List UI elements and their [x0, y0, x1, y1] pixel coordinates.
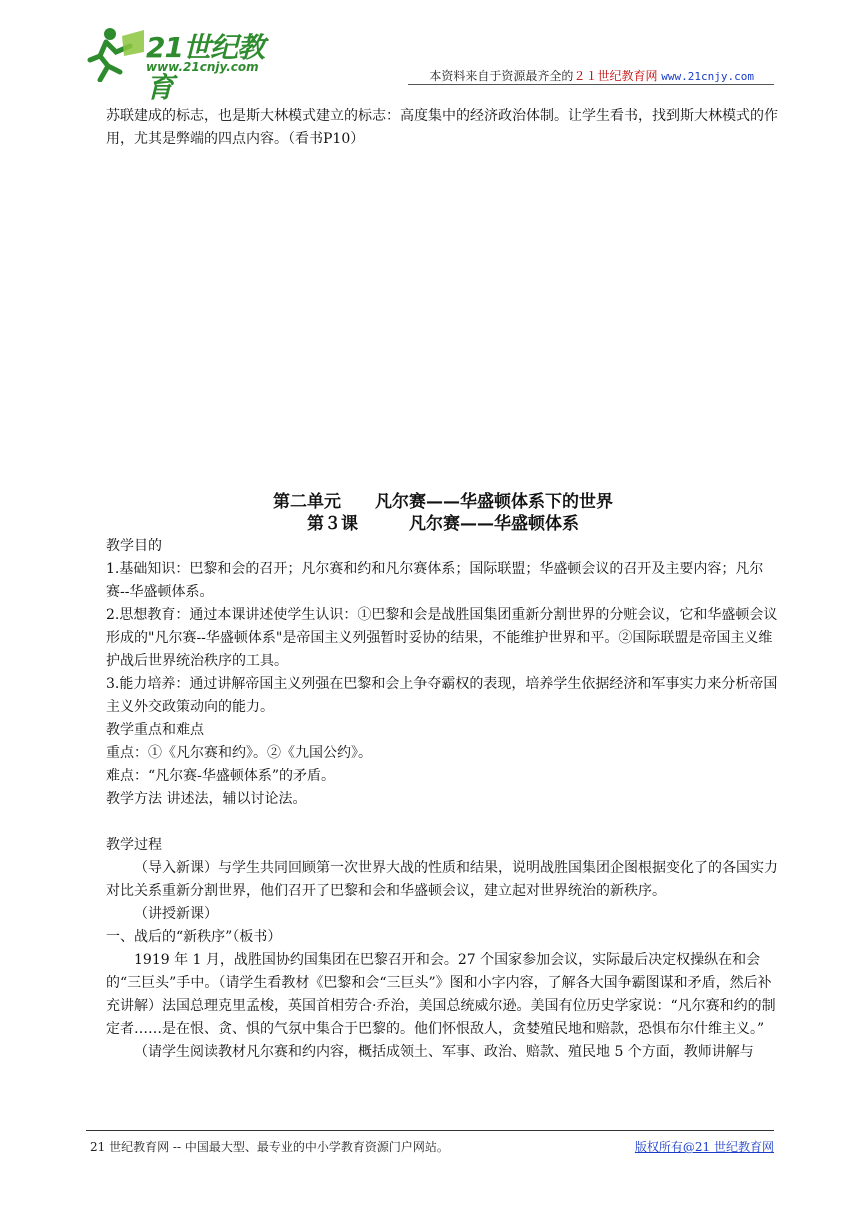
intro-lesson: （导入新课）与学生共同回顾第一次世界大战的性质和结果，说明战胜国集团企图根据变化了的各国实力对比关系重新分割世界，他们召开了巴黎和会和华盛顿会议，建立起对世界统治的新秩序。	[106, 860, 778, 899]
blank-space	[106, 151, 780, 491]
paragraph-1919: 1919 年 1 月，战胜国协约国集团在巴黎召开和会。27 个国家参加会议，实际最后决定权操纵在和会的“三巨头”手中。（请学生看教材《巴黎和会“三巨头”》图和小字内容，了解各大国争霸图谋和矛盾，然后补充讲解）法国总理克里孟梭，英国首相劳合·乔治，美国总统威尔逊。美国有位历史学家说：“凡尔赛和约的制定者……是在恨、贪、惧的气氛中集合于巴黎的。他们怀恨敌人，贪婪殖民地和赔款，恐惧布尔什维主义。”	[106, 952, 776, 1037]
process-heading: 教学过程	[106, 837, 162, 853]
logo-text: 21世纪教育	[146, 31, 264, 104]
unit-title: 第二单元 凡尔赛——华盛顿体系下的世界	[273, 492, 613, 512]
page-header	[0, 0, 860, 104]
new-lesson: （讲授新课）	[134, 906, 218, 922]
key-points: 重点：①《凡尔赛和约》。②《九国公约》。	[106, 745, 372, 761]
lesson-title: 第３课 凡尔赛——华盛顿体系	[307, 514, 579, 534]
goal-3: 3.能力培养：通过讲解帝国主义列强在巴黎和会上争夺霸权的表现，培养学生依据经济和军事实力来分析帝国主义外交政策动向的能力。	[106, 676, 778, 715]
header-note-site: ２１世纪教育网	[573, 69, 658, 83]
header-divider	[408, 84, 774, 85]
footer-description: 21 世纪教育网 -- 中国最大型、最专业的中小学教育资源门户网站。	[90, 1140, 449, 1154]
header-note-prefix: 本资料来自于资源最齐全的	[429, 69, 574, 83]
site-logo[interactable]	[86, 26, 286, 104]
goal-2: 2.思想教育：通过本课讲述使学生认识：①巴黎和会是战胜国集团重新分割世界的分赃会议，它和华盛顿会议形成的"凡尔赛--华盛顿体系"是帝国主义列强暂时妥协的结果，不能维护世界和平。②国际联盟是帝国主义维护战后世界统治秩序的工具。	[106, 607, 778, 669]
document-body	[106, 105, 780, 1064]
header-note-url[interactable]: www.21cnjy.com	[661, 70, 754, 83]
teaching-method: 教学方法 讲述法，辅以讨论法。	[106, 791, 307, 807]
difficult-points: 难点：“凡尔赛-华盛顿体系”的矛盾。	[106, 768, 336, 784]
section-1-heading: 一、战后的“新秩序”（板书）	[106, 929, 282, 945]
blank-line	[106, 811, 780, 834]
goal-1: 1.基础知识：巴黎和会的召开；凡尔赛和约和凡尔赛体系；国际联盟；华盛顿会议的召开及主要内容；凡尔赛--华盛顿体系。	[106, 561, 764, 600]
footer-copyright-link[interactable]: 版权所有@21 世纪教育网	[634, 1140, 774, 1154]
footer-divider	[86, 1130, 774, 1131]
header-source-note	[429, 67, 754, 84]
intro-paragraph: 苏联建成的标志，也是斯大林模式建立的标志：高度集中的经济政治体制。让学生看书，找到斯大林模式的作用，尤其是弊端的四点内容。（看书P10）	[106, 108, 778, 147]
paragraph-treaty: （请学生阅读教材凡尔赛和约内容，概括成领土、军事、政治、赔款、殖民地 5 个方面，教师讲解与	[134, 1044, 754, 1060]
key-heading: 教学重点和难点	[106, 722, 204, 738]
running-figure-icon	[86, 26, 148, 82]
goals-heading: 教学目的	[106, 538, 162, 554]
logo-url: www.21cnjy.com	[146, 60, 259, 74]
